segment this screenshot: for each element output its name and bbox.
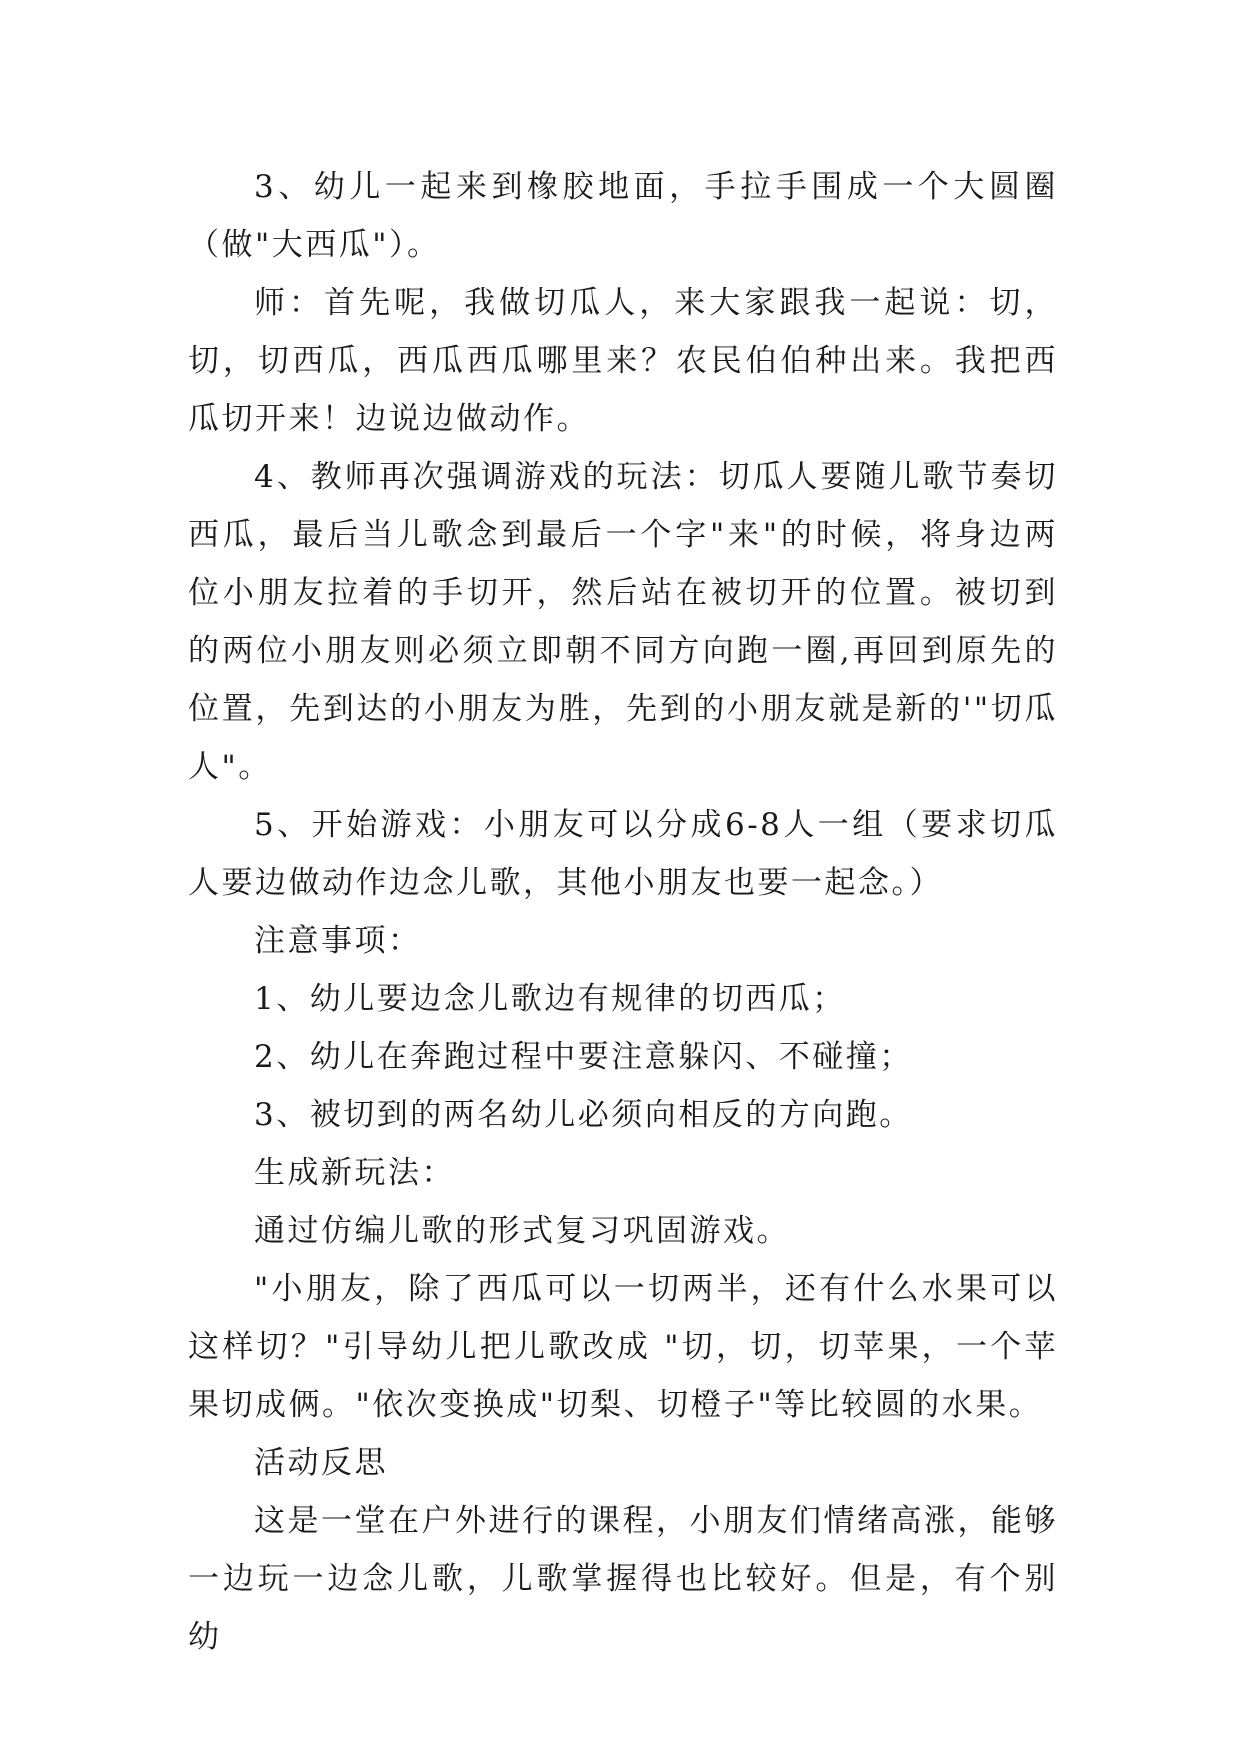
paragraph-step-5: 5、开始游戏：小朋友可以分成6-8人一组（要求切瓜人要边做动作边念儿歌，其他小朋友也要一起念。） <box>188 807 1058 901</box>
paragraph-step-3: 3、幼儿一起来到橡胶地面，手拉手围成一个大圆圈（做"大西瓜"）。 <box>188 169 1058 263</box>
note-item-1: 1、幼儿要边念儿歌边有规律的切西瓜； <box>254 981 846 1017</box>
heading-new-gameplay: 生成新玩法： <box>254 1155 455 1191</box>
heading-notes: 注意事项： <box>254 923 422 959</box>
paragraph-teacher-demo: 师：首先呢，我做切瓜人，来大家跟我一起说：切，切，切西瓜，西瓜西瓜哪里来？农民伯伯种出来。我把西瓜切开来！边说边做动作。 <box>188 285 1058 437</box>
paragraph-new-gameplay-intro: 通过仿编儿歌的形式复习巩固游戏。 <box>254 1213 790 1249</box>
note-item-3: 3、被切到的两名幼儿必须向相反的方向跑。 <box>254 1097 913 1133</box>
document-body <box>188 158 1058 1666</box>
note-item-2: 2、幼儿在奔跑过程中要注意躲闪、不碰撞； <box>254 1039 913 1075</box>
paragraph-step-4: 4、教师再次强调游戏的玩法：切瓜人要随儿歌节奏切西瓜，最后当儿歌念到最后一个字"来"的时候，将身边两位小朋友拉着的手切开，然后站在被切开的位置。被切到的两位小朋友则必须立即朝不同方向跑一圈,再回到原先的位置，先到达的小朋友为胜，先到的小朋友就是新的'"切瓜人"。 <box>188 459 1058 785</box>
heading-reflection: 活动反思 <box>254 1445 388 1481</box>
paragraph-reflection: 这是一堂在户外进行的课程，小朋友们情绪高涨，能够一边玩一边念儿歌，儿歌掌握得也比较好。但是，有个别幼 <box>188 1503 1058 1655</box>
paragraph-new-gameplay-detail: "小朋友，除了西瓜可以一切两半，还有什么水果可以这样切？"引导幼儿把儿歌改成 "切，切，切苹果，一个苹果切成俩。"依次变换成"切梨、切橙子"等比较圆的水果。 <box>188 1271 1058 1423</box>
